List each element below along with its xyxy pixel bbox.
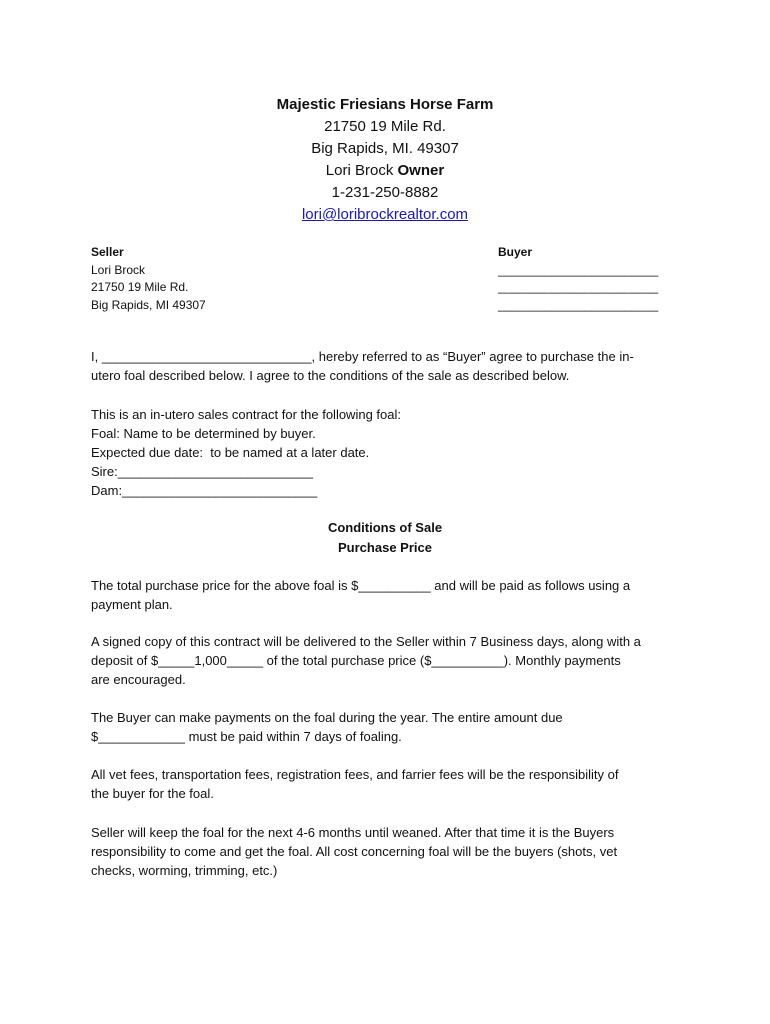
owner-title: Owner	[397, 162, 445, 179]
farm-name: Majestic Friesians Horse Farm	[276, 96, 494, 113]
text-line: All vet fees, transportation fees, registration fees, and farrier fees will be the responsibility of	[91, 767, 619, 782]
payments-paragraph	[91, 708, 686, 746]
due-date-line: Expected due date: to be named at a later date.	[91, 445, 370, 460]
text-line: checks, worming, trimming, etc.)	[91, 863, 278, 878]
text-line: Seller will keep the foal for the next 4-6 months until weaned. After that time it is the Buyers	[91, 825, 615, 840]
fees-paragraph	[91, 765, 686, 803]
text-line: The Buyer can make payments on the foal during the year. The entire amount due	[91, 710, 563, 725]
text-line: utero foal described below. I agree to the conditions of the sale as described below.	[91, 368, 570, 383]
price-paragraph	[91, 576, 686, 614]
dam-line: Dam:___________________________	[91, 483, 318, 498]
deposit-paragraph	[91, 632, 686, 689]
farm-address-line1: 21750 19 Mile Rd.	[324, 118, 446, 135]
email-link[interactable]: lori@loribrockrealtor.com	[301, 206, 469, 223]
buyer-blank-line: ________________________	[498, 297, 659, 312]
foal-name-line: Foal: Name to be determined by buyer.	[91, 426, 316, 441]
text-line: The total purchase price for the above foal is $__________ and will be paid as follows using a	[91, 578, 631, 593]
buyer-heading: Buyer	[498, 245, 533, 259]
purchase-price-heading: Purchase Price	[338, 540, 432, 555]
letterhead	[0, 94, 770, 226]
foal-details	[91, 405, 686, 500]
buyer-blank-line: ________________________	[498, 262, 659, 277]
text-line: I, _____________________________, hereby referred to as “Buyer” agree to purchase the in-	[91, 349, 634, 364]
owner-name: Lori Brock	[325, 162, 394, 179]
text-line: This is an in-utero sales contract for the following foal:	[91, 407, 401, 422]
intro-paragraph	[91, 347, 686, 385]
buyer-blank-line: ________________________	[498, 280, 659, 294]
text-line: are encouraged.	[91, 672, 186, 687]
sire-line: Sire:___________________________	[91, 464, 313, 479]
seller-name: Lori Brock	[91, 262, 146, 277]
text-line: deposit of $_____1,000_____ of the total purchase price ($__________). Monthly payments	[91, 653, 621, 668]
weaning-paragraph	[91, 823, 686, 880]
seller-address-line2: Big Rapids, MI 49307	[91, 297, 206, 312]
text-line: payment plan.	[91, 597, 173, 612]
text-line: the buyer for the foal.	[91, 786, 214, 801]
farm-address-line2: Big Rapids, MI. 49307	[311, 140, 459, 157]
text-line: responsibility to come and get the foal. All cost concerning foal will be the buyers (shots, vet	[91, 844, 618, 859]
phone-number: 1-231-250-8882	[331, 184, 439, 201]
buyer-block	[498, 244, 658, 314]
conditions-heading-block	[0, 518, 770, 558]
seller-block	[91, 244, 206, 314]
seller-address-line1: 21750 19 Mile Rd.	[91, 280, 189, 294]
owner-line	[0, 160, 770, 182]
conditions-heading: Conditions of Sale	[327, 520, 443, 535]
text-line: A signed copy of this contract will be delivered to the Seller within 7 Business days, along with a	[91, 634, 641, 649]
text-line: $____________ must be paid within 7 days of foaling.	[91, 729, 402, 744]
seller-heading: Seller	[91, 245, 124, 259]
